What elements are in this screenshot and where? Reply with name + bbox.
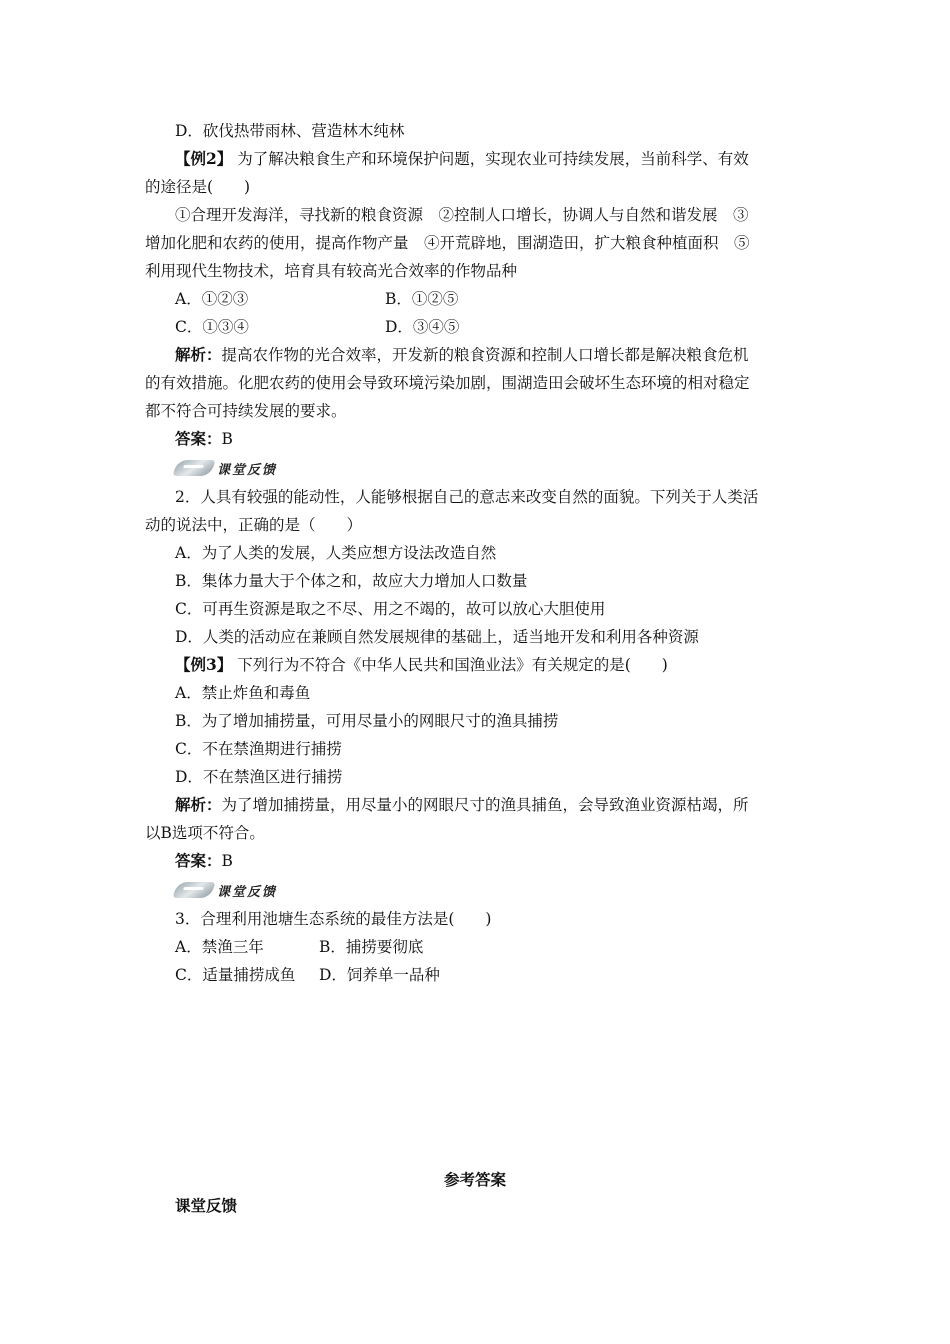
question-3-option-c: C．适量捕捞成鱼 — [175, 966, 296, 984]
question-3-stem: 3．合理利用池塘生态系统的最佳方法是( ) — [175, 910, 492, 928]
example-3-analysis — [175, 795, 749, 815]
example-2-analysis-3: 都不符合可持续发展的要求。 — [145, 402, 347, 420]
example-2-statements-3: 利用现代生物技术，培育具有较高光合效率的作物品种 — [145, 262, 518, 280]
question-2-stem: 2．人具有较强的能动性，人能够根据自己的意志来改变自然的面貌。下列关于人类活 — [175, 488, 759, 506]
example-2-question — [175, 149, 749, 169]
example-2-option-a: A．①②③ — [175, 290, 249, 308]
classroom-feedback-badge — [175, 879, 285, 901]
example-2-analysis — [175, 345, 749, 365]
question-2-stem-cont: 动的说法中，正确的是（ ） — [145, 516, 363, 534]
feedback-badge-icon — [172, 882, 215, 898]
example-3-option-d: D．不在禁渔区进行捕捞 — [175, 768, 343, 786]
analysis-text: 提高农作物的光合效率，开发新的粮食资源和控制人口增长都是解决粮食危机 — [221, 346, 749, 364]
reference-answers-title: 参考答案 — [443, 1170, 506, 1189]
example-3-option-c: C．不在禁渔期进行捕捞 — [175, 740, 342, 758]
example-2-option-c: C．①③④ — [175, 318, 249, 336]
example-2-option-b: B．①②⑤ — [385, 290, 459, 308]
classroom-feedback-badge — [175, 457, 285, 479]
example-3-text: 下列行为不符合《中华人民共和国渔业法》有关规定的是( ) — [237, 656, 668, 674]
answer-value: B — [221, 852, 233, 870]
question-3-option-b: B．捕捞要彻底 — [319, 938, 424, 956]
example-3-option-b: B．为了增加捕捞量，可用尽量小的网眼尺寸的渔具捕捞 — [175, 712, 559, 730]
feedback-badge-label: 课堂反馈 — [217, 885, 278, 900]
example-3-answer — [175, 851, 233, 871]
option-d-text: D．砍伐热带雨林、营造林木纯林 — [175, 122, 405, 140]
example-2-tag: 【例2】 — [175, 149, 233, 168]
answer-value: B — [221, 430, 233, 448]
example-2-option-d: D．③④⑤ — [385, 318, 460, 336]
question-2-option-a: A．为了人类的发展，人类应想方设法改造自然 — [175, 544, 497, 562]
feedback-badge-label: 课堂反馈 — [217, 463, 278, 478]
reference-feedback-heading: 课堂反馈 — [175, 1196, 238, 1215]
example-2-continuation: 的途径是( ) — [145, 178, 251, 196]
example-2-analysis-2: 的有效措施。化肥农药的使用会导致环境污染加剧，围湖造田会破坏生态环境的相对稳定 — [145, 374, 750, 392]
question-3-option-d: D．饲养单一品种 — [319, 966, 440, 984]
question-2-option-d: D．人类的活动应在兼顾自然发展规律的基础上，适当地开发和利用各种资源 — [175, 628, 699, 646]
analysis-text: 为了增加捕捞量，用尽量小的网眼尺寸的渔具捕鱼，会导致渔业资源枯竭，所 — [221, 796, 749, 814]
question-2-option-c: C．可再生资源是取之不尽、用之不竭的，故可以放心大胆使用 — [175, 600, 606, 618]
question-3-option-a: A．禁渔三年 — [175, 938, 264, 956]
question-2-option-b: B．集体力量大于个体之和，故应大力增加人口数量 — [175, 572, 528, 590]
answer-label: 答案： — [175, 429, 222, 448]
analysis-label: 解析： — [175, 345, 222, 364]
example-3-tag: 【例3】 — [175, 655, 233, 674]
example-3-question — [175, 655, 668, 675]
example-2-text: 为了解决粮食生产和环境保护问题，实现农业可持续发展，当前科学、有效 — [237, 150, 749, 168]
feedback-badge-icon — [172, 460, 215, 476]
example-2-answer — [175, 429, 233, 449]
example-3-option-a: A．禁止炸鱼和毒鱼 — [175, 684, 311, 702]
example-3-analysis-2: 以B选项不符合。 — [145, 824, 265, 842]
analysis-label: 解析： — [175, 795, 222, 814]
example-2-statements-1: ①合理开发海洋，寻找新的粮食资源 ②控制人口增长，协调人与自然和谐发展 ③ — [175, 206, 749, 224]
answer-label: 答案： — [175, 851, 222, 870]
example-2-statements-2: 增加化肥和农药的使用，提高作物产量 ④开荒辟地，围湖造田，扩大粮食种植面积 ⑤ — [145, 234, 750, 252]
